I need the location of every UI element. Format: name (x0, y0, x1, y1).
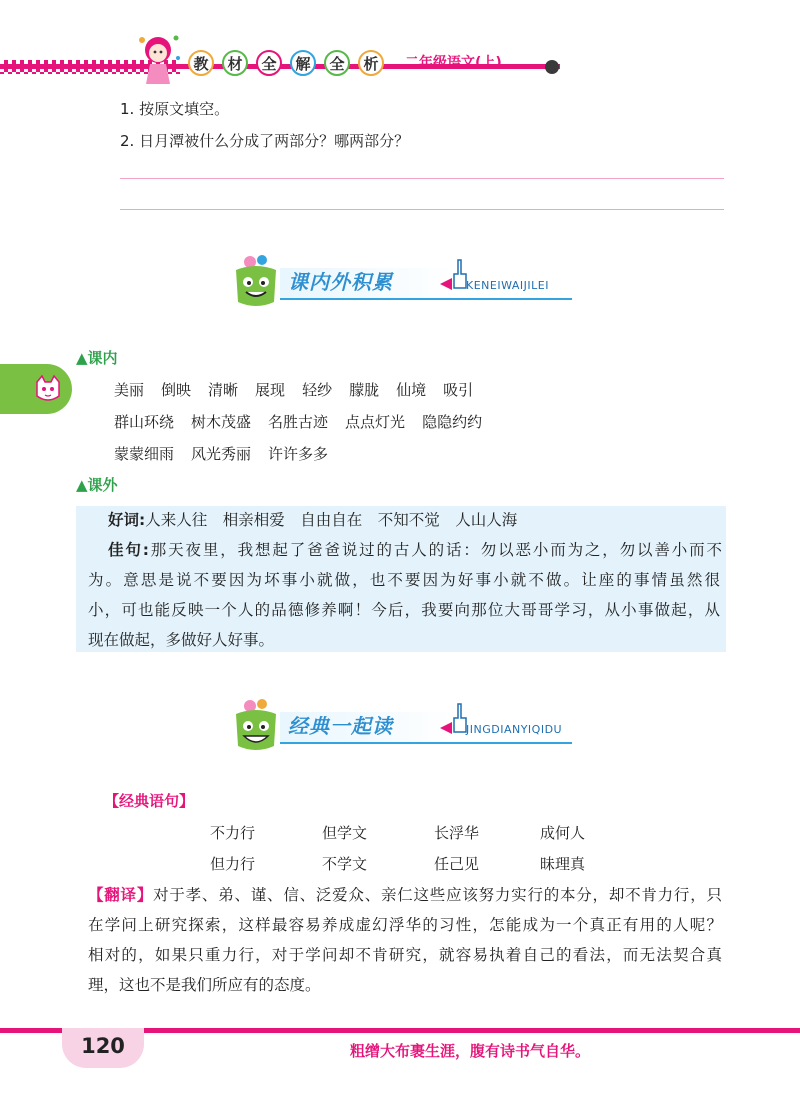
answer-line (120, 209, 724, 210)
footer-motto: 粗缯大布裹生涯，腹有诗书气自华。 (350, 1042, 591, 1060)
jiaju-line: 小，可也能反映一个人的品德修养啊！今后，我要向那位大哥哥学习，从小事做起，从 (88, 601, 720, 619)
translation-line: 相对的，如果只重力行，对于学问却不肯研究，就容易执着自己的看法，而无法契合真 (88, 946, 722, 964)
word: 朦胧 (349, 381, 380, 399)
word: 树木茂盛 (191, 413, 252, 431)
poem-phrase: 任己见 (434, 855, 480, 873)
poem-phrase: 长浮华 (434, 824, 480, 842)
haoci-words: 人来人往 相亲相爱 自由自在 不知不觉 人山人海 (145, 511, 518, 529)
translation-text: 对于孝、弟、谨、信、泛爱众、亲仁这些应该努力实行的本分，却不肯力行，只 (153, 886, 722, 904)
green-monster-mascot-icon (228, 254, 286, 308)
green-monster-mascot-icon (228, 698, 286, 752)
poem-phrase: 不学文 (322, 855, 368, 873)
word: 风光秀丽 (191, 445, 252, 463)
section-pinyin: JINGDIANYIQIDU (466, 723, 563, 736)
page-number: 120 (81, 1034, 125, 1058)
fairy-girl-icon (128, 28, 188, 88)
word: 蒙蒙细雨 (114, 445, 175, 463)
translation-line: 理，这也不是我们所应有的态度。 (88, 976, 321, 994)
poem-phrase: 不力行 (210, 824, 256, 842)
header-subtitle: 二年级语文(上) (405, 55, 502, 71)
jiaju-text: 那天夜里，我想起了爸爸说过的古人的话：勿以恶小而为之，勿以善小而不 (148, 541, 722, 559)
haoci-label: 好词: (108, 511, 146, 529)
jiaju-line (108, 535, 722, 565)
word: 隐隐约约 (422, 413, 483, 431)
poem-phrase: 昧理真 (540, 855, 586, 873)
section-title: 课内外积累 (288, 270, 393, 294)
translation-label: 【翻译】 (88, 886, 154, 904)
word: 许许多多 (268, 445, 329, 463)
header-title-char: 教 (188, 50, 214, 76)
jiaju-line: 为。意思是说不要因为坏事小就做，也不要因为好事小就不做。让座的事情虽然很 (88, 571, 720, 589)
header-title-char: 析 (358, 50, 384, 76)
section-banner-jingdian (228, 690, 574, 752)
header-title-char: 全 (256, 50, 282, 76)
word: 名胜古迹 (268, 413, 329, 431)
header-bullet-icon (545, 60, 559, 74)
kewai-label: ▲课外 (76, 476, 118, 494)
cat-face-icon (34, 374, 62, 404)
poem-phrase: 成何人 (540, 824, 586, 842)
jiaju-line: 现在做起，多做好人好事。 (88, 631, 275, 649)
word: 轻纱 (302, 381, 333, 399)
kenei-label: ▲课内 (76, 349, 118, 367)
jiaju-label: 佳句: (108, 541, 149, 559)
word: 吸引 (443, 381, 474, 399)
section-banner-keneiwai (228, 246, 574, 308)
word: 群山环绕 (114, 413, 175, 431)
word: 仙境 (396, 381, 427, 399)
classic-label: 【经典语句】 (104, 792, 195, 810)
header-title-char: 材 (222, 50, 248, 76)
question-1: 1. 按原文填空。 (120, 100, 230, 118)
translation-line: 在学问上研究探索，这样最容易养成虚幻浮华的习性，怎能成为一个真正有用的人呢？ (88, 916, 722, 934)
poem-phrase: 但力行 (210, 855, 256, 873)
kenei-word-row (114, 443, 345, 464)
word: 点点灯光 (345, 413, 406, 431)
word: 清晰 (208, 381, 239, 399)
question-2: 2. 日月潭被什么分成了两部分？哪两部分？ (120, 132, 410, 150)
kenei-word-row (114, 411, 499, 432)
word: 展现 (255, 381, 286, 399)
haoci-line (108, 505, 720, 535)
answer-line (120, 178, 724, 179)
poem-phrase: 但学文 (322, 824, 368, 842)
header-title-char: 解 (290, 50, 316, 76)
word: 美丽 (114, 381, 145, 399)
translation-line (88, 880, 722, 910)
word: 倒映 (161, 381, 192, 399)
header-title-char: 全 (324, 50, 350, 76)
kenei-word-row (114, 379, 490, 400)
section-pinyin: KENEIWAIJILEI (466, 279, 549, 292)
section-title: 经典一起读 (288, 714, 393, 738)
